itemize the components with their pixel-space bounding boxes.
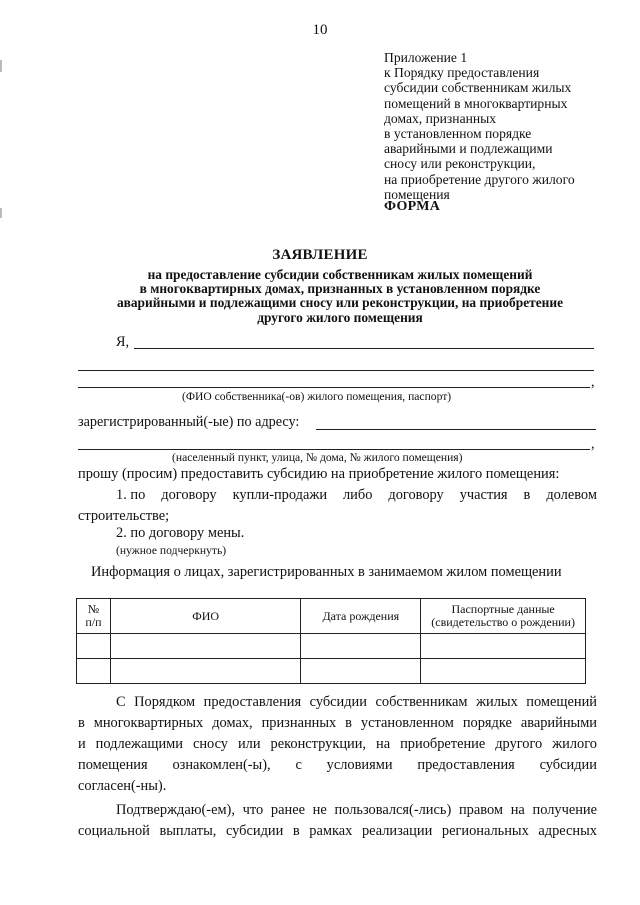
appendix-line: субсидии собственникам жилых [384, 80, 572, 96]
header-birth-date: Дата рождения [301, 599, 421, 634]
registered-persons-table [76, 598, 586, 684]
appendix-line: в установленном порядке [384, 126, 532, 142]
table-cell[interactable] [301, 634, 421, 659]
comma: , [591, 436, 595, 452]
appendix-line: на приобретение другого жилого [384, 171, 575, 187]
i-label: Я, [116, 334, 130, 350]
header-fio: ФИО [110, 599, 301, 634]
option-1-line [116, 487, 597, 504]
paragraph-1-word: помещения [78, 757, 148, 773]
paragraph-1-word: субсидии [539, 757, 597, 773]
appendix-line: аварийными и подлежащими [384, 141, 553, 157]
address-caption: (населенный пункт, улица, № дома, № жилого помещения) [172, 451, 463, 464]
request-text: прошу (просим) предоставить субсидию на приобретение жилого помещения: [78, 466, 560, 482]
info-heading: Информация о лицах, зарегистрированных в занимаемом жилом помещении [91, 564, 562, 580]
paragraph-1-word: предоставления [417, 757, 515, 773]
table-cell[interactable] [110, 659, 301, 684]
owner-name-line-3[interactable] [78, 387, 590, 388]
paragraph-1-line: согласен(-ны). [78, 778, 167, 794]
form-label: ФОРМА [384, 199, 441, 214]
option-1-word: купли-продажи [232, 487, 328, 503]
subtitle-line: другого жилого помещения [257, 309, 423, 325]
option-1-word: участия [459, 487, 508, 503]
subtitle-line: аварийными и подлежащими сносу или реконструкции, на приобретение [116, 295, 564, 311]
underline-note: (нужное подчеркнуть) [116, 544, 227, 557]
header-number-line: п/п [85, 615, 102, 629]
owner-name-line-2[interactable] [78, 370, 594, 371]
table-cell[interactable] [421, 659, 586, 684]
paragraph-1-word: ознакомлен(-ы), [172, 757, 271, 773]
paragraph-1-line: в многоквартирных домах, признанных в установленном порядке аварийными [78, 715, 597, 731]
address-line-2[interactable] [78, 449, 590, 450]
header-number-line: № [87, 602, 100, 616]
option-2: 2. по договору мены. [116, 525, 245, 541]
document-title: ЗАЯВЛЕНИЕ [272, 247, 368, 263]
owner-caption: (ФИО собственника(-ов) жилого помещения, паспорт) [182, 390, 452, 403]
option-1-continuation: строительстве; [78, 508, 170, 524]
appendix-line: Приложение 1 [384, 50, 468, 65]
option-1-word: либо [343, 487, 373, 503]
paragraph-2-line: Подтверждаю(-ем), что ранее не пользовался(-лись) правом на получение [116, 802, 597, 818]
table-cell[interactable] [77, 659, 111, 684]
page-number: 10 [312, 22, 328, 38]
header-passport-line: (свидетельство о рождении) [431, 615, 575, 629]
appendix-block [384, 50, 624, 202]
table-cell[interactable] [301, 659, 421, 684]
owner-name-line-1[interactable] [134, 348, 594, 349]
table-cell[interactable] [421, 634, 586, 659]
header-number [77, 599, 111, 634]
option-1-word: договору [388, 487, 444, 503]
paragraph-1-word: условиями [326, 757, 393, 773]
table-cell[interactable] [77, 634, 111, 659]
header-passport [421, 599, 586, 634]
subtitle-line: на предоставление субсидии собственникам жилых помещений [147, 267, 533, 282]
appendix-line: к Порядку предоставления [384, 65, 540, 81]
left-margin-mark [0, 208, 2, 218]
appendix-line: сносу или реконструкции, [384, 156, 536, 172]
address-line-1[interactable] [316, 429, 596, 430]
left-margin-mark [0, 60, 2, 72]
table-cell[interactable] [110, 634, 301, 659]
comma: , [591, 374, 595, 390]
table-row [77, 659, 586, 684]
option-1-word: в [523, 487, 531, 503]
paragraph-1-line: С Порядком предоставления субсидии собственникам жилых помещений [116, 694, 597, 710]
option-1-word: 1. по [116, 487, 146, 503]
appendix-line: помещений в многоквартирных [384, 95, 568, 111]
paragraph-1-word: с [295, 757, 302, 773]
document-subtitle [80, 268, 600, 325]
appendix-line: домах, признанных [384, 110, 497, 126]
table-header-row [77, 599, 586, 634]
paragraph-1-line [78, 757, 597, 774]
subtitle-line: в многоквартирных домах, признанных в установленном порядке [139, 281, 541, 297]
header-passport-line: Паспортные данные [451, 602, 555, 616]
option-1-word: договору [161, 487, 217, 503]
appendix-line: помещения [384, 186, 450, 202]
option-1-word: долевом [546, 487, 597, 503]
registered-label: зарегистрированный(-ые) по адресу: [78, 414, 300, 430]
paragraph-2-line: социальной выплаты, субсидии в рамках реализации региональных адресных [78, 823, 597, 839]
paragraph-1-line: и подлежащими сносу или реконструкции, на приобретение другого жилого [78, 736, 597, 752]
table-row [77, 634, 586, 659]
